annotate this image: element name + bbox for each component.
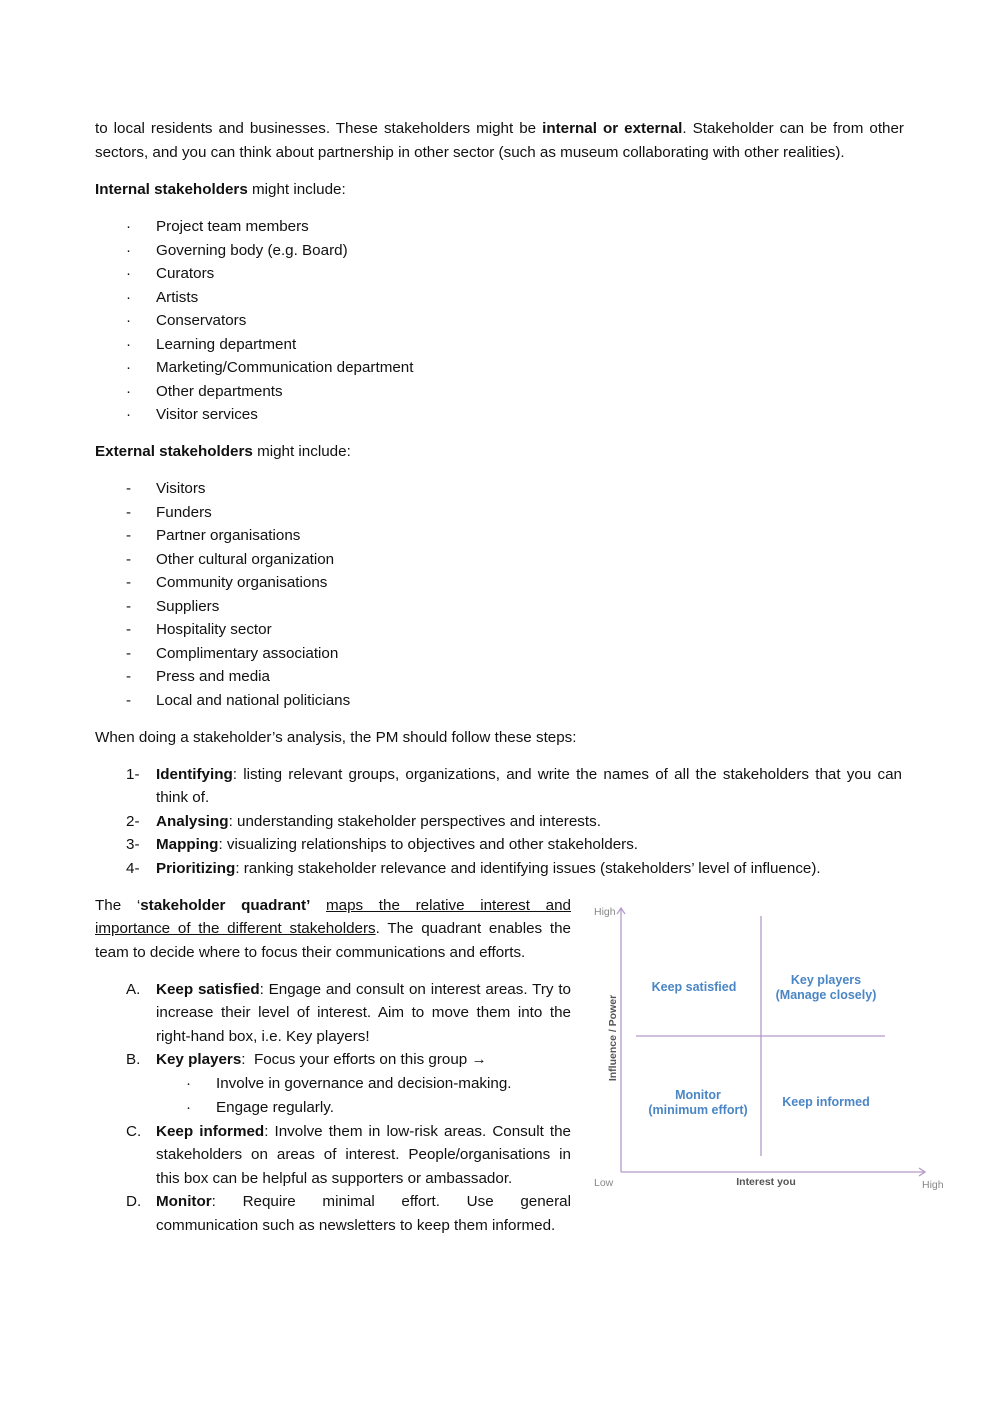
intro-line-1: to local residents and businesses. These stakeholders might be internal or external. Stakeholder can be from other <box>95 120 904 137</box>
step-marker: 1- <box>126 766 140 783</box>
y-axis-title: Influence / Power <box>607 994 619 1082</box>
document-page: to local residents and businesses. These stakeholders might be internal or external. Stakeholder can be from other sectors, and you can think about partnership in other sector (such as museum collaborating with other realities). Internal stakeholders might include: · Project team members · Governing body (e.g. Board) · Curators · Artists · Conservators · Learning department · Marketing/Communication department · Other departments · Visitor services External stakeholders might include: - Visitors - Funders - Partner organisations - Other cultural organization - Community organisations - Suppliers - Hospitality sector - Complimentary association - Press and media - Local and national politicians When doing a stakeholder’s analysis, the PM should follow these steps: 1- Identifying: listing relevant groups, organizations, and write the names of all the stakeholders that you can think of. 2- Analysing: understanding stakeholder perspectives and interests. 3- Mapping: visualizing relationships to objectives and other stakeholders. 4- Prioritizing: ranking stakeholder relevance and identifying issues (stakeholders’ level of influence). The ‘stakeholder quadrant’ maps the relative interest and importance of the different stakeholders. The quadrant enables the team to decide where to focus their communications and efforts. A. Keep satisfied: Engage and consult on interest areas. Try to increase their level of interest. Aim to move them into the right-hand box, i.e. Key players! B. Key players: Focus your efforts on this group → · Involve in governance and decision-making. · Engage regularly. C. Keep informed: Involve them in low-risk areas. Consult the stakeholders on areas of interest. People/organisations in this box can be helpful as supporters or ambassador. D. Monitor: Require minimal effort. Use general communication such as newsletters to keep them informed. High Influence / Power Low Interest you High Keep satisfied Key players (Manage closely) Monitor (minimum effort) Keep informed <box>0 0 1000 1414</box>
x-axis-title: Interest you <box>736 1176 796 1188</box>
keep-satisfied-line-3: right-hand box, i.e. Key players! <box>156 1028 370 1045</box>
step-4: Prioritizing: ranking stakeholder relevance and identifying issues (stakeholders’ level of influence). <box>156 860 821 877</box>
keep-informed-line-1: Keep informed: Involve them in low-risk areas. Consult the <box>156 1123 572 1140</box>
sub-bullet: · <box>186 1075 192 1092</box>
step-marker: 4- <box>126 860 140 877</box>
keep-satisfied-line-2: increase their level of interest. Aim to move them into the <box>156 1004 571 1021</box>
key-players-line-1: Key players: Focus your efforts on this group → <box>156 1051 487 1068</box>
stakeholder-quadrant-diagram <box>585 898 955 1198</box>
intro-line-2: sectors, and you can think about partnership in other sector (such as museum collaborating with other realities). <box>95 144 845 161</box>
item-marker: A. <box>126 981 141 998</box>
internal-heading: Internal stakeholders might include: <box>95 181 346 198</box>
key-players-sub-2: Engage regularly. <box>216 1099 334 1116</box>
step-marker: 3- <box>126 836 140 853</box>
step-1-line-1: Identifying: listing relevant groups, organizations, and write the names of all the stakeholders that you can <box>156 766 902 783</box>
item-marker: C. <box>126 1123 142 1140</box>
step-2: Analysing: understanding stakeholder perspectives and interests. <box>156 813 601 830</box>
step-marker: 2- <box>126 813 140 830</box>
steps-intro: When doing a stakeholder’s analysis, the PM should follow these steps: <box>95 729 577 746</box>
item-marker: D. <box>126 1193 142 1210</box>
quadrant-key-players: Key players <box>790 973 862 987</box>
x-axis-low-label: Low <box>594 1177 614 1189</box>
sub-bullet: · <box>186 1099 192 1116</box>
step-1-line-2: think of. <box>156 789 210 806</box>
keep-informed-line-3: this box can be helpful as supporters or ambassador. <box>156 1170 513 1187</box>
y-axis-high-label: High <box>594 906 616 918</box>
key-players-sub-1: Involve in governance and decision-making. <box>216 1075 512 1092</box>
quadrant-intro-line-3: team to decide where to focus their communications and efforts. <box>95 944 526 961</box>
external-heading: External stakeholders might include: <box>95 443 351 460</box>
quadrant-intro-line-2: importance of the different stakeholders. The quadrant enables the <box>95 920 571 937</box>
keep-informed-line-2: stakeholders on areas of interest. People/organisations in <box>156 1146 571 1163</box>
quadrant-monitor: Monitor <box>675 1088 721 1102</box>
quadrant-keep-satisfied: Keep satisfied <box>651 980 737 994</box>
quadrant-keep-informed: Keep informed <box>782 1095 870 1109</box>
item-marker: B. <box>126 1051 141 1068</box>
quadrant-intro-line-1: The ‘stakeholder quadrant’ maps the relative interest and <box>95 897 571 914</box>
quadrant-key-players-sub: (Manage closely) <box>775 988 877 1002</box>
monitor-line-2: communication such as newsletters to keep them informed. <box>156 1217 556 1234</box>
keep-satisfied-line-1: Keep satisfied: Engage and consult on interest areas. Try to <box>156 981 571 998</box>
monitor-line-1: Monitor: Require minimal effort. Use general <box>156 1193 571 1210</box>
step-3: Mapping: visualizing relationships to objectives and other stakeholders. <box>156 836 639 853</box>
x-axis-high-label: High <box>922 1179 944 1191</box>
quadrant-monitor-sub: (minimum effort) <box>648 1103 748 1117</box>
